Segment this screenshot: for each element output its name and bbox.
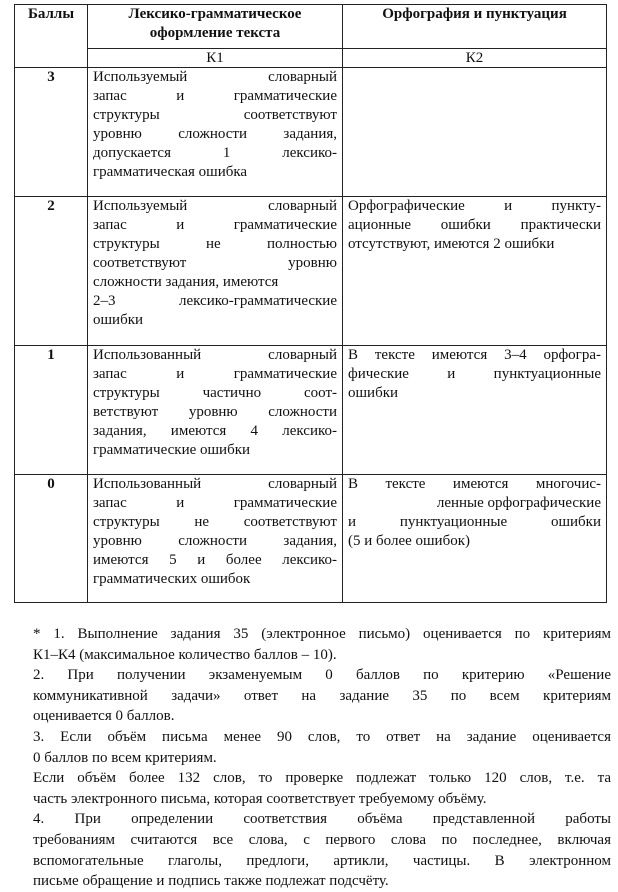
- k1-line: сложности задания, имеются: [93, 274, 279, 290]
- criterion-k1: К1: [88, 49, 343, 68]
- k1-cell: [88, 68, 343, 197]
- k2-cell: [343, 475, 607, 603]
- score-cell: 3: [15, 68, 88, 197]
- k1-line: имеются 5 и более лексико-: [93, 552, 337, 568]
- score-cell: 2: [15, 197, 88, 346]
- k1-line: Используемый словарный: [93, 69, 337, 85]
- table-row: [15, 197, 607, 346]
- note-line: часть электронного письма, которая соответствует требуемому объёму.: [33, 790, 487, 807]
- k1-line: запас и грамматические: [93, 217, 337, 233]
- k1-line: запас и грамматические: [93, 495, 337, 511]
- k1-line: структуры не полностью: [93, 236, 337, 252]
- header-k1-line: оформление текста: [149, 25, 281, 41]
- k1-line: запас и грамматические: [93, 366, 337, 382]
- k1-line: структуры частично соот-: [93, 385, 337, 401]
- k1-line: соответствуют уровню: [93, 255, 337, 271]
- k1-line: Использованный словарный: [93, 476, 337, 492]
- note-line: требованиям считаются все слова, с первого слова по последнее, включая: [33, 831, 611, 848]
- k1-line: Использованный словарный: [93, 347, 337, 363]
- note-line: вспомогательные глаголы, предлоги, артикли, частицы. В электронном: [33, 852, 611, 869]
- table-row: [15, 346, 607, 475]
- k1-line: структуры не соответствуют: [93, 514, 337, 530]
- k1-line: 2–3 лексико-грамматические: [93, 293, 337, 309]
- note-line: 4. При определении соответствия объёма представленной работы: [33, 811, 611, 828]
- grading-table: [14, 4, 607, 603]
- note-line: коммуникативной задачи» ответ на задание 35 по всем критериям: [33, 687, 611, 704]
- k1-line: уровню сложности задания,: [93, 533, 337, 549]
- k1-line: Используемый словарный: [93, 198, 337, 214]
- k1-line: грамматические ошибки: [93, 442, 251, 458]
- k1-line: запас и грамматические: [93, 88, 337, 104]
- header-score: [15, 5, 88, 68]
- table-row: [15, 475, 607, 603]
- k1-line: грамматическая ошибка: [93, 164, 248, 180]
- k1-line: грамматических ошибок: [93, 571, 251, 587]
- k2-line: В тексте имеются 3–4 орфогра-: [348, 347, 601, 363]
- k1-line: ветствуют уровню сложности: [93, 404, 337, 420]
- k2-line: В тексте имеются многочис-: [348, 476, 601, 492]
- k2-line: фические и пунктуационные: [348, 366, 601, 382]
- k1-cell: [88, 346, 343, 475]
- note-line: Если объём более 132 слов, то проверке подлежат только 120 слов, т.е. та: [33, 770, 611, 787]
- k2-cell: [343, 68, 607, 197]
- k2-line: Орфографические и пункту-: [348, 198, 601, 214]
- header-k1: [88, 5, 343, 49]
- k1-line: ошибки: [93, 312, 144, 328]
- k2-line: и пунктуационные ошибки: [348, 514, 601, 530]
- k1-line: структуры соответствуют: [93, 107, 337, 123]
- criterion-k2: К2: [343, 49, 607, 68]
- header-row: [15, 5, 607, 49]
- criteria-row: [15, 49, 607, 68]
- k1-cell: [88, 475, 343, 603]
- k1-line: допускается 1 лексико-: [93, 145, 337, 161]
- k2-line: отсутствуют, имеются 2 ошибки: [348, 236, 555, 252]
- score-cell: 0: [15, 475, 88, 603]
- k1-line: уровню сложности задания,: [93, 126, 337, 142]
- table-row: [15, 68, 607, 197]
- note-line: 2. При получении экзаменуемым 0 баллов по критерию «Решение: [33, 667, 611, 684]
- k2-line: ошибки: [348, 385, 399, 401]
- k1-line: задания, имеются 4 лексико-: [93, 423, 337, 439]
- note-line: * 1. Выполнение задания 35 (электронное письмо) оценивается по критериям: [33, 626, 611, 642]
- score-cell: 1: [15, 346, 88, 475]
- header-k2-label: Орфография и пунктуация: [382, 6, 567, 22]
- k2-cell: [343, 197, 607, 346]
- note-line: 3. Если объём письма менее 90 слов, то ответ на задание оценивается: [33, 728, 611, 745]
- note-line: оценивается 0 баллов.: [33, 708, 175, 725]
- note-line: К1–К4 (максимальное количество баллов – 10).: [33, 646, 337, 663]
- k2-line: ационные ошибки практически: [348, 217, 601, 233]
- header-score-label: Баллы: [27, 6, 75, 22]
- header-k1-line: Лексико-грамматическое: [128, 6, 302, 22]
- k2-line: ленные орфографические: [436, 495, 601, 511]
- header-k2: [343, 5, 607, 49]
- k2-line: (5 и более ошибок): [348, 533, 470, 549]
- note-line: 0 баллов по всем критериям.: [33, 749, 217, 766]
- k2-cell: [343, 346, 607, 475]
- note-line: письме обращение и подпись также подлежат подсчёту.: [33, 873, 389, 890]
- k1-cell: [88, 197, 343, 346]
- footnotes: [33, 624, 611, 892]
